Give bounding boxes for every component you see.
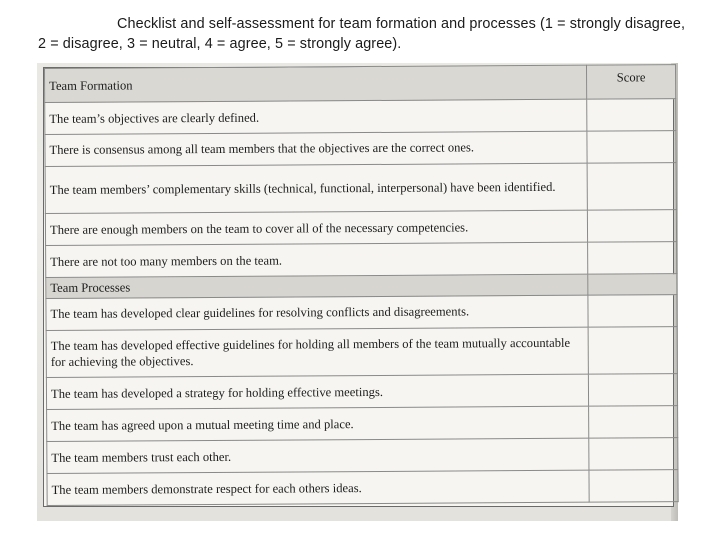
checklist-item: The team members’ complementary skills (technical, functional, interpersonal) have been identified. (45, 163, 587, 214)
table-row (47, 470, 678, 506)
score-cell[interactable] (589, 406, 678, 438)
table-header-row (45, 65, 676, 103)
checklist-item: The team’s objectives are clearly defined. (45, 99, 587, 134)
scanned-page (37, 63, 678, 521)
caption-line-1: Checklist and self-assessment for team formation and processes (1 = strongly disagree, (117, 16, 686, 32)
table-row (46, 242, 677, 278)
score-cell[interactable] (587, 163, 676, 211)
table-row (45, 163, 676, 214)
caption-line-2: 2 = disagree, 3 = neutral, 4 = agree, 5 = strongly agree). (38, 36, 402, 52)
score-cell[interactable] (589, 470, 678, 502)
table-row (45, 210, 676, 246)
section-heading-team-formation: Team Formation (45, 65, 587, 102)
checklist-item: The team has agreed upon a mutual meeting time and place. (47, 406, 589, 441)
score-column-header: Score (586, 65, 675, 100)
section-score-cell (588, 274, 677, 295)
score-cell[interactable] (589, 438, 678, 470)
checklist-item: The team has developed a strategy for holding effective meetings. (46, 374, 588, 409)
table-row (46, 295, 677, 331)
checklist-caption (38, 14, 698, 54)
score-cell[interactable] (587, 131, 676, 163)
checklist-table (44, 64, 679, 506)
checklist-item: There is consensus among all team members that the objectives are the correct ones. (45, 131, 587, 166)
section-heading-team-processes: Team Processes (46, 274, 588, 298)
table-row (47, 406, 678, 442)
checklist-item: There are not too many members on the team. (46, 242, 588, 277)
score-cell[interactable] (587, 99, 676, 131)
checklist-table-frame (43, 67, 674, 507)
table-row (46, 327, 677, 378)
table-row (46, 374, 677, 410)
score-cell[interactable] (587, 210, 676, 242)
score-cell[interactable] (588, 295, 677, 327)
checklist-item: The team has developed clear guidelines for resolving conflicts and disagreements. (46, 295, 588, 330)
checklist-item: The team has developed effective guidelines for holding all members of the team mutually accountable for achieving the objectives. (46, 327, 588, 378)
table-row (45, 99, 676, 135)
checklist-item: There are enough members on the team to cover all of the necessary competencies. (45, 210, 587, 245)
score-cell[interactable] (588, 327, 677, 375)
checklist-item: The team members trust each other. (47, 438, 589, 473)
table-row (47, 438, 678, 474)
checklist-item: The team members demonstrate respect for each others ideas. (47, 470, 589, 505)
table-row (45, 131, 676, 167)
score-cell[interactable] (588, 242, 677, 274)
score-cell[interactable] (588, 374, 677, 406)
